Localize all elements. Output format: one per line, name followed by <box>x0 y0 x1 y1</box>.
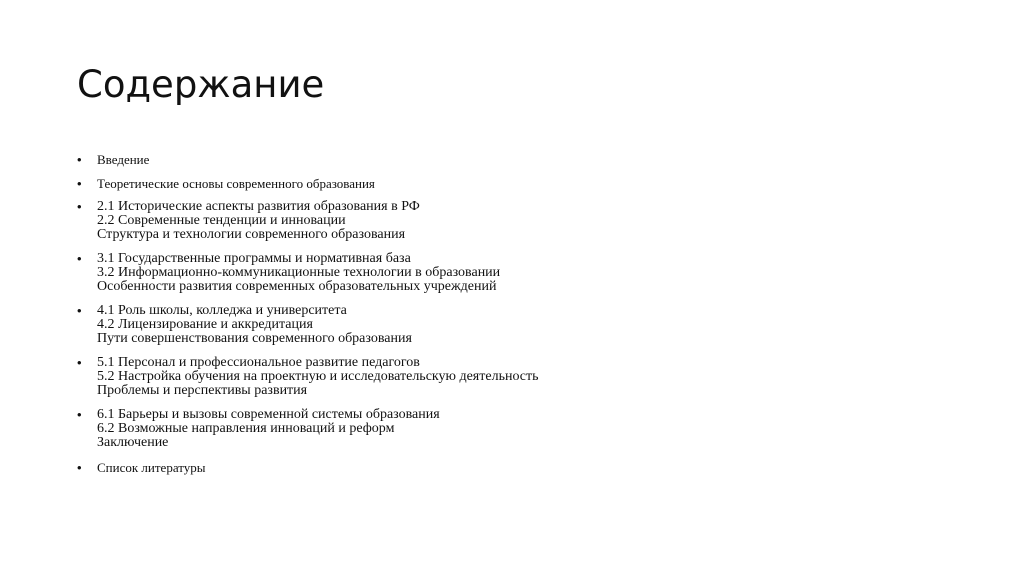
bullet-icon: • <box>77 199 82 214</box>
contents-line: 4.1 Роль школы, колледжа и университета <box>97 303 347 318</box>
contents-line: Пути совершенствования современного образования <box>97 331 412 346</box>
contents-line: Особенности развития современных образовательных учреждений <box>97 279 497 294</box>
contents-line: Заключение <box>97 435 169 450</box>
contents-line: Введение <box>97 152 150 167</box>
contents-line: Список литературы <box>97 460 206 475</box>
contents-line: 5.2 Настройка обучения на проектную и исследовательскую деятельность <box>97 369 539 384</box>
slide-title: Содержание <box>77 63 325 106</box>
bullet-icon: • <box>77 407 82 422</box>
contents-item <box>77 304 957 346</box>
contents-line: Проблемы и перспективы развития <box>97 383 308 398</box>
contents-line: 6.2 Возможные направления инноваций и реформ <box>97 421 395 436</box>
bullet-icon: • <box>77 251 82 266</box>
contents-item <box>77 408 957 450</box>
contents-item <box>77 152 957 168</box>
bullet-icon: • <box>77 460 82 475</box>
contents-list <box>77 152 957 484</box>
contents-line: Теоретические основы современного образования <box>97 176 375 191</box>
contents-item <box>77 252 957 294</box>
contents-line: 4.2 Лицензирование и аккредитация <box>97 317 313 332</box>
bullet-icon: • <box>77 152 82 167</box>
contents-line: 2.2 Современные тенденции и инновации <box>97 213 346 228</box>
contents-line: 3.2 Информационно-коммуникационные технологии в образовании <box>97 265 501 280</box>
contents-line: 3.1 Государственные программы и нормативная база <box>97 251 411 266</box>
contents-item <box>77 176 957 192</box>
contents-line: 2.1 Исторические аспекты развития образования в РФ <box>97 199 420 214</box>
bullet-icon: • <box>77 176 82 191</box>
contents-line: 6.1 Барьеры и вызовы современной системы образования <box>97 407 440 422</box>
bullet-icon: • <box>77 303 82 318</box>
contents-item <box>77 200 957 242</box>
contents-line: Структура и технологии современного образования <box>97 227 406 242</box>
bullet-icon: • <box>77 355 82 370</box>
contents-item <box>77 356 957 398</box>
contents-item <box>77 460 957 476</box>
contents-line: 5.1 Персонал и профессиональное развитие педагогов <box>97 355 420 370</box>
